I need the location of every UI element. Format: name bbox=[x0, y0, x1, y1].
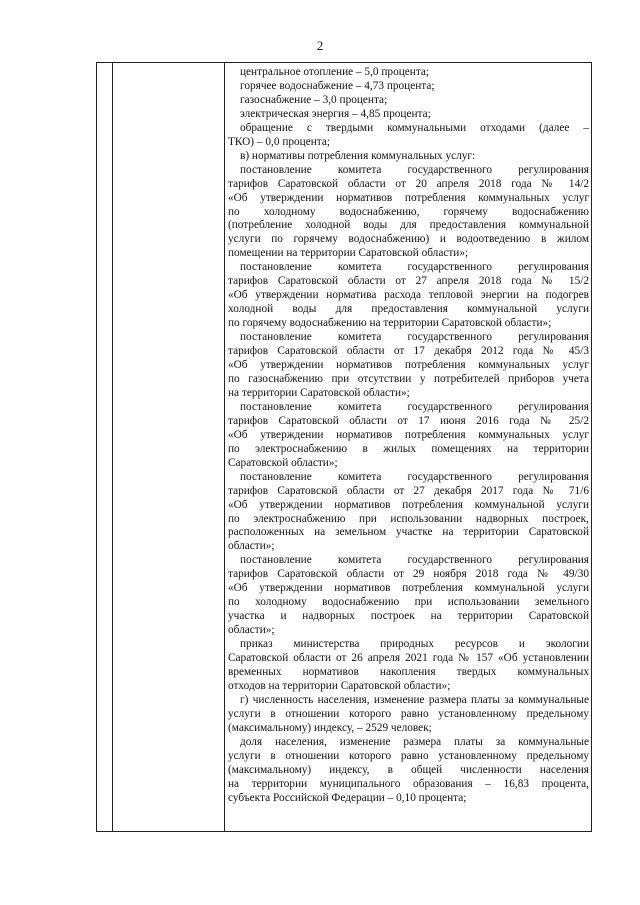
text-line: «Об утверждении норматива расхода тепловой энергии на подогрев bbox=[228, 289, 589, 302]
text-line: Саратовской области»; bbox=[228, 456, 338, 469]
text-line: тарифов Саратовской области от 27 апреля 2018 года № 15/2 bbox=[228, 275, 589, 288]
text-line: тарифов Саратовской области от 17 декабря 2012 года № 45/3 bbox=[228, 345, 589, 358]
text-line: временных нормативов накопления твердых коммунальных bbox=[228, 665, 589, 678]
text-line: (максимальному) индексу, в общей численности населения bbox=[228, 763, 589, 776]
text-line: «Об утверждении нормативов потребления коммунальной услуги bbox=[228, 498, 589, 511]
text-line: г) численность населения, изменение размера платы за коммунальные bbox=[240, 693, 589, 706]
table-text-cell bbox=[228, 66, 589, 806]
text-line: тарифов Саратовской области от 27 декабря 2017 года № 71/6 bbox=[228, 484, 589, 497]
text-line: (максимальному) индексу, – 2529 человек; bbox=[228, 721, 432, 734]
table-column-divider bbox=[112, 63, 113, 831]
paragraph bbox=[228, 694, 589, 736]
text-line: услуги по горячему водоснабжению) и водоотведению в жилом bbox=[228, 233, 589, 246]
text-line: приказ министерства природных ресурсов и экологии bbox=[240, 638, 589, 651]
text-line: на территории Саратовской области»; bbox=[228, 386, 410, 399]
text-line: субъекта Российской Федерации – 0,10 процента; bbox=[228, 791, 467, 804]
paragraph bbox=[228, 554, 589, 638]
text-line: Саратовской области от 26 апреля 2021 года № 157 «Об установлении bbox=[228, 652, 589, 665]
paragraph bbox=[228, 150, 589, 164]
page-number: 2 bbox=[316, 38, 324, 53]
text-line: постановление комитета государственного регулирования bbox=[240, 331, 589, 344]
text-line: по холодному водоснабжению, горячему водоснабжению bbox=[228, 205, 589, 218]
text-line: расположенных на земельном участке на территории Саратовской bbox=[228, 526, 589, 539]
document-table bbox=[96, 62, 592, 832]
text-line: на территории муниципального образования – 16,83 процента, bbox=[228, 777, 589, 790]
text-line: постановление комитета государственного регулирования bbox=[240, 261, 589, 274]
paragraph bbox=[228, 80, 589, 94]
text-line: услуги в отношении которого равно установленному предельному bbox=[228, 749, 589, 762]
text-line: (потребление холодной воды для предоставления коммунальной bbox=[228, 219, 589, 232]
paragraph bbox=[228, 401, 589, 471]
text-line: тарифов Саратовской области от 20 апреля 2018 года № 14/2 bbox=[228, 177, 589, 190]
text-line: постановление комитета государственного регулирования bbox=[240, 470, 589, 483]
text-line: области»; bbox=[228, 540, 275, 553]
text-line: «Об утверждении нормативов потребления коммунальных услуг bbox=[228, 428, 589, 441]
text-line: постановление комитета государственного регулирования bbox=[240, 400, 589, 413]
text-line: ТКО) – 0,0 процента; bbox=[228, 135, 330, 148]
text-line: обращение с твердыми коммунальными отходами (далее – bbox=[240, 121, 589, 134]
text-line: услуги в отношении которого равно установленному предельному bbox=[228, 707, 589, 720]
text-line: доля населения, изменение размера платы за коммунальные bbox=[240, 735, 589, 748]
text-line: тарифов Саратовской области от 29 ноября 2018 года № 49/30 bbox=[228, 568, 589, 581]
text-line: электрическая энергия – 4,85 процента; bbox=[240, 107, 431, 120]
text-line: «Об утверждении нормативов потребления коммунальной услуги bbox=[228, 582, 589, 595]
text-line: тарифов Саратовской области от 17 июня 2016 года № 25/2 bbox=[228, 414, 589, 427]
text-line: по холодному водоснабжению при использовании земельного bbox=[228, 596, 589, 609]
paragraph bbox=[228, 66, 589, 80]
text-line: по электроснабжению при использовании надворных построек, bbox=[228, 512, 589, 525]
text-line: постановление комитета государственного регулирования bbox=[240, 554, 589, 567]
text-line: «Об утверждении нормативов потребления коммунальных услуг bbox=[228, 359, 589, 372]
paragraph bbox=[228, 471, 589, 555]
text-line: в) нормативы потребления коммунальных услуг: bbox=[240, 149, 476, 162]
paragraph bbox=[228, 736, 589, 806]
text-line: «Об утверждении нормативов потребления коммунальных услуг bbox=[228, 191, 589, 204]
text-line: отходов на территории Саратовской области»; bbox=[228, 679, 451, 692]
table-column-divider bbox=[224, 63, 225, 831]
text-line: холодной воды для предоставления коммунальной услуги bbox=[228, 303, 589, 316]
text-line: участка и надворных построек на территории Саратовской bbox=[228, 610, 589, 623]
text-line: по горячему водоснабжению на территории Саратовской области»; bbox=[228, 317, 552, 330]
text-line: постановление комитета государственного регулирования bbox=[240, 163, 589, 176]
text-line: горячее водоснабжение – 4,73 процента; bbox=[240, 79, 435, 92]
paragraph bbox=[228, 94, 589, 108]
paragraph bbox=[228, 331, 589, 401]
paragraph bbox=[228, 261, 589, 331]
text-line: области»; bbox=[228, 624, 275, 637]
text-line: центральное отопление – 5,0 процента; bbox=[240, 66, 430, 78]
text-line: газоснабжение – 3,0 процента; bbox=[240, 93, 388, 106]
paragraph bbox=[228, 122, 589, 150]
text-line: помещении на территории Саратовской области»; bbox=[228, 247, 469, 260]
paragraph bbox=[228, 108, 589, 122]
paragraph bbox=[228, 164, 589, 262]
text-line: по электроснабжению в жилых помещениях на территории bbox=[228, 442, 589, 455]
text-line: по газоснабжению при отсутствии у потребителей приборов учета bbox=[228, 372, 589, 385]
paragraph bbox=[228, 638, 589, 694]
